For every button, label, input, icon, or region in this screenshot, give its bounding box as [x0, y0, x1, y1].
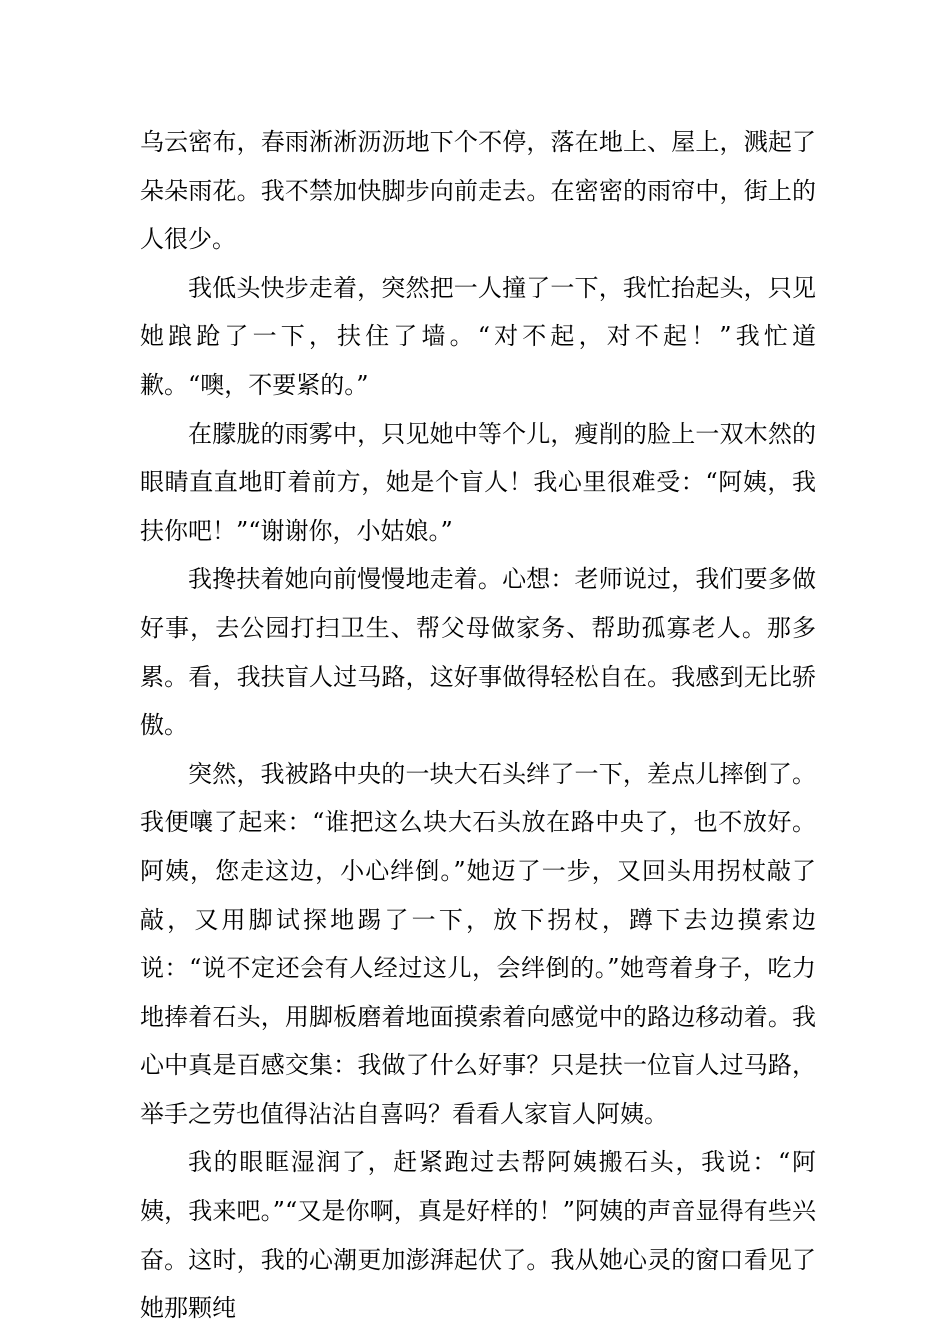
- paragraph-5: 突然，我被路中央的一块大石头绊了一下，差点儿摔倒了。我便嚷了起来：“谁把这么块大石头放在路中央了，也不放好。阿姨，您走这边，小心绊倒。”她迈了一步，又回头用拐杖敲了敲，又用脚试探地踢了一下，放下拐杖，蹲下去边摸索边说：“说不定还会有人经过这儿，会绊倒的。”她弯着身子，吃力地捧着石头，用脚板磨着地面摸索着向感觉中的路边移动着。我心中真是百感交集：我做了什么好事？只是扶一位盲人过马路，举手之劳也值得沾沾自喜吗？看看人家盲人阿姨。: [140, 759, 816, 1128]
- paragraph-6: 我的眼眶湿润了，赶紧跑过去帮阿姨搬石头，我说：“阿姨，我来吧。”“又是你啊，真是好样的！”阿姨的声音显得有些兴奋。这时，我的心潮更加澎湃起伏了。我从她心灵的窗口看见了她那颗纯: [140, 1148, 816, 1323]
- document-body: [140, 118, 816, 1333]
- paragraph-1: 乌云密布，春雨淅淅沥沥地下个不停，落在地上、屋上，溅起了朵朵雨花。我不禁加快脚步向前走去。在密密的雨帘中，街上的人很少。: [140, 128, 816, 254]
- paragraph-3: 在朦胧的雨雾中，只见她中等个儿，瘦削的脸上一双木然的眼睛直直地盯着前方，她是个盲人！我心里很难受：“阿姨，我扶你吧！”“谢谢你，小姑娘。”: [140, 419, 816, 545]
- paragraph-4: 我搀扶着她向前慢慢地走着。心想：老师说过，我们要多做好事，去公园打扫卫生、帮父母做家务、帮助孤寡老人。那多累。看，我扶盲人过马路，这好事做得轻松自在。我感到无比骄傲。: [140, 565, 816, 740]
- paragraph-2: 我低头快步走着，突然把一人撞了一下，我忙抬起头，只见她踉跄了一下，扶住了墙。“对不起，对不起！”我忙道歉。“噢，不要紧的。”: [140, 273, 816, 399]
